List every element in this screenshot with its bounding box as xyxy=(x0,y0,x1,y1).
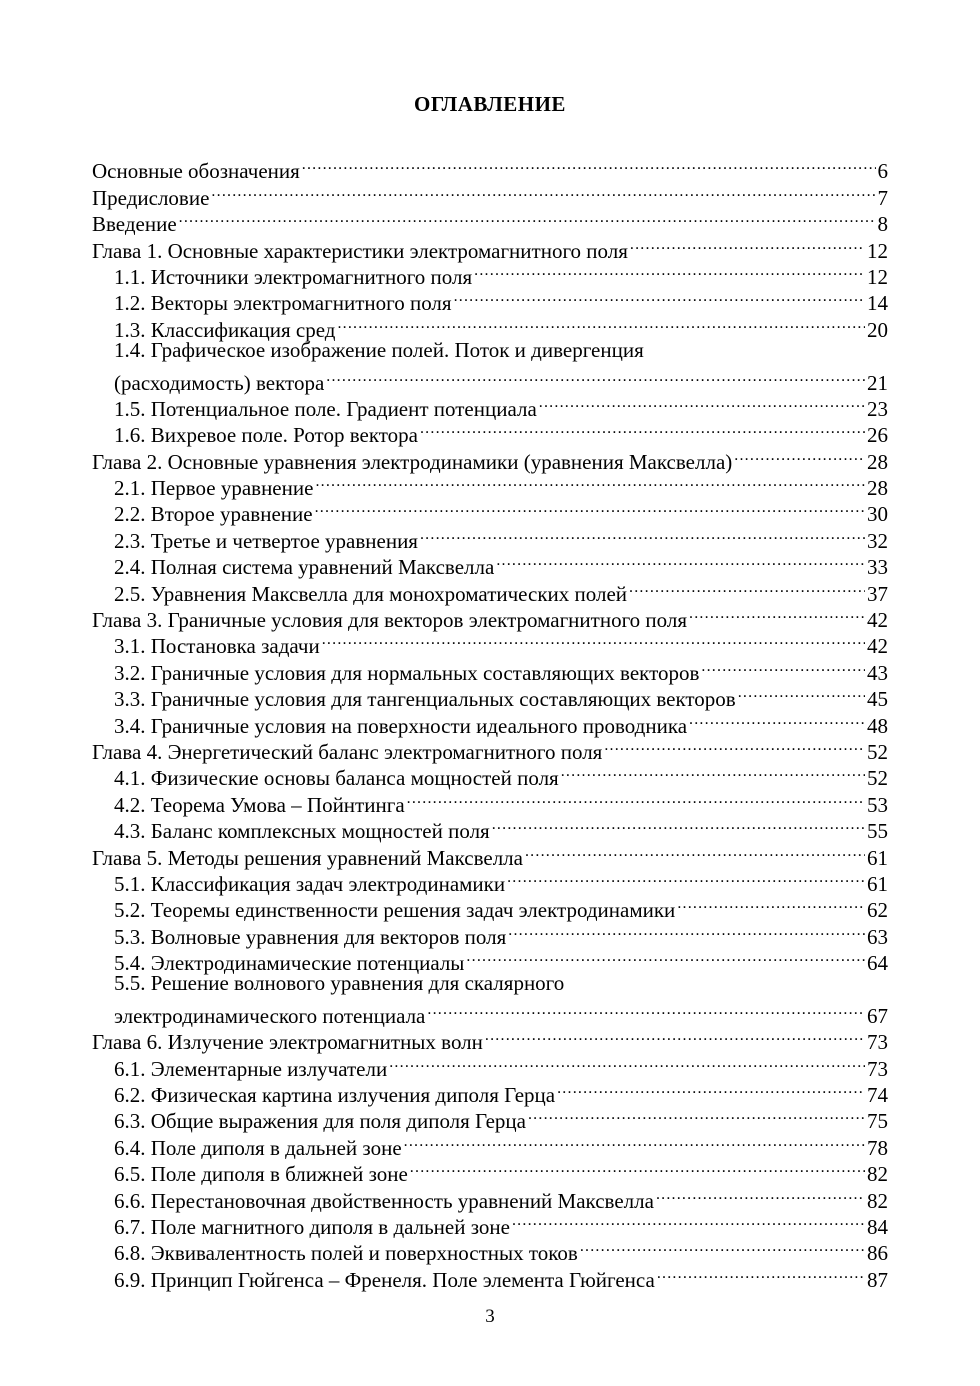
toc-entry-page: 23 xyxy=(867,396,888,421)
dot-leader xyxy=(211,178,875,204)
toc-entry-title: Введение xyxy=(92,212,177,237)
toc-entry-title: 1.2. Векторы электромагнитного поля xyxy=(114,291,452,316)
dot-leader xyxy=(630,231,865,257)
toc-entry-page: 21 xyxy=(867,370,888,395)
toc-entry-title: 5.3. Волновые уравнения для векторов поля xyxy=(114,924,507,949)
toc-chapter-entry[interactable] xyxy=(92,152,888,184)
toc-entry-title: 2.1. Первое уравнение xyxy=(114,476,314,501)
toc-entry-page: 73 xyxy=(867,1056,888,1081)
dot-leader xyxy=(407,785,865,811)
toc-entry-title-line2: (расходимость) вектора xyxy=(114,370,325,395)
page-title: ОГЛАВЛЕНИЕ xyxy=(414,92,566,116)
toc-entry-page: 28 xyxy=(867,449,888,474)
toc-entry-page: 20 xyxy=(867,317,888,342)
dot-leader xyxy=(466,944,865,970)
toc-entry-page: 86 xyxy=(867,1241,888,1266)
toc-entry-page: 48 xyxy=(867,713,888,738)
toc-entry-title: Глава 2. Основные уравнения электродинамики (уравнения Максвелла) xyxy=(92,449,733,474)
dot-leader xyxy=(689,706,865,732)
toc-entry-page: 7 xyxy=(877,185,888,210)
toc-entry-title: Глава 1. Основные характеристики электромагнитного поля xyxy=(92,238,628,263)
toc-entry-title: 3.4. Граничные условия на поверхности идеального проводника xyxy=(114,713,688,738)
toc-entry-page: 52 xyxy=(867,766,888,791)
toc-entry-title: 5.2. Теоремы единственности решения задач электродинамики xyxy=(114,898,676,923)
toc-entry-page: 42 xyxy=(867,634,888,659)
dot-leader xyxy=(604,733,865,759)
dot-leader xyxy=(404,1128,865,1154)
toc-entry-title: 2.4. Полная система уравнений Максвелла xyxy=(114,555,495,580)
toc-entry-page: 74 xyxy=(867,1083,888,1108)
toc-entry-page: 63 xyxy=(867,924,888,949)
toc-entry-title: 6.3. Общие выражения для поля диполя Герца xyxy=(114,1109,526,1134)
toc-entry-page: 55 xyxy=(867,819,888,844)
toc-section-entry[interactable] xyxy=(92,337,888,395)
dot-leader xyxy=(677,891,865,917)
toc-entry-title: 6.6. Перестановочная двойственность уравнений Максвелла xyxy=(114,1188,654,1213)
toc-entry-page: 32 xyxy=(867,528,888,553)
dot-leader xyxy=(512,1208,865,1234)
toc-entry-title: 3.2. Граничные условия для нормальных составляющих векторов xyxy=(114,660,700,685)
dot-leader xyxy=(557,1076,865,1102)
dot-leader xyxy=(179,205,876,231)
dot-leader xyxy=(738,680,865,706)
dot-leader xyxy=(420,416,865,442)
toc-entry-title: 6.1. Элементарные излучатели xyxy=(114,1056,388,1081)
toc-entry-title: 6.4. Поле диполя в дальней зоне xyxy=(114,1135,402,1160)
dot-leader xyxy=(474,258,865,284)
dot-leader xyxy=(326,363,865,389)
toc-entry-page: 61 xyxy=(867,845,888,870)
toc-entry-title: Глава 4. Энергетический баланс электромагнитного поля xyxy=(92,740,603,764)
dot-leader xyxy=(656,1181,865,1207)
dot-leader xyxy=(322,627,865,653)
toc-entry-page: 6 xyxy=(877,159,888,184)
toc-entry-page: 43 xyxy=(867,660,888,685)
toc-entry-title: 4.2. Теорема Умова – Пойнтинга xyxy=(114,792,405,817)
toc-section-entry[interactable] xyxy=(92,970,888,1028)
dot-leader xyxy=(528,1102,865,1128)
dot-leader xyxy=(315,495,865,521)
dot-leader xyxy=(492,812,865,838)
dot-leader xyxy=(580,1234,865,1260)
toc-chapter-entry[interactable] xyxy=(92,205,888,237)
toc-entry-page: 67 xyxy=(867,1003,888,1028)
toc-entry-title: 1.6. Вихревое поле. Ротор вектора xyxy=(114,423,418,448)
toc-entry-title: 6.5. Поле диполя в ближней зоне xyxy=(114,1162,408,1187)
dot-leader xyxy=(389,1049,865,1075)
toc-entry-page: 37 xyxy=(867,581,888,606)
toc-entry-page: 87 xyxy=(867,1267,888,1292)
dot-leader xyxy=(657,1260,865,1286)
dot-leader xyxy=(689,601,865,627)
dot-leader xyxy=(420,521,865,547)
dot-leader xyxy=(302,152,876,178)
toc-entry-title: 3.3. Граничные условия для тангенциальных составляющих векторов xyxy=(114,687,736,712)
toc-entry-title: 1.1. Источники электромагнитного поля xyxy=(114,264,473,289)
dot-leader xyxy=(701,653,865,679)
toc-entry-page: 53 xyxy=(867,792,888,817)
toc-entry-page: 33 xyxy=(867,555,888,580)
toc-entry-page: 64 xyxy=(867,951,888,976)
page-number: 3 xyxy=(485,1306,495,1327)
toc-entry-page: 45 xyxy=(867,687,888,712)
dot-leader xyxy=(496,548,865,574)
dot-leader xyxy=(507,865,865,891)
toc-entry-title: 4.1. Физические основы баланса мощностей поля xyxy=(114,766,559,791)
toc-entry-title: Глава 5. Методы решения уравнений Максвелла xyxy=(92,845,523,870)
toc-entry-title: 2.2. Второе уравнение xyxy=(114,502,313,527)
dot-leader xyxy=(315,469,865,495)
toc-entry-title-line1: 1.4. Графическое изображение полей. Поток и дивергенция xyxy=(114,337,644,362)
dot-leader xyxy=(508,917,865,943)
toc-entry-page: 42 xyxy=(867,608,888,633)
toc-entry-page: 14 xyxy=(867,291,888,316)
dot-leader xyxy=(525,838,865,864)
toc-entry-title-line1: 5.5. Решение волнового уравнения для скалярного xyxy=(114,971,565,996)
toc-entry-title: 4.3. Баланс комплексных мощностей поля xyxy=(114,819,490,844)
toc-entry-page: 8 xyxy=(877,212,888,237)
toc-entry-page: 75 xyxy=(867,1109,888,1134)
toc-entry-page: 12 xyxy=(867,264,888,289)
dot-leader xyxy=(454,284,865,310)
toc-entry-title: 2.3. Третье и четвертое уравнения xyxy=(114,528,418,553)
toc-chapter-entry[interactable] xyxy=(92,231,888,263)
toc-entry-title: 1.3. Классификация сред xyxy=(114,317,336,342)
toc-entry-page: 52 xyxy=(867,740,888,764)
dot-leader xyxy=(629,574,865,600)
toc-entry-title: 1.5. Потенциальное поле. Градиент потенциала xyxy=(114,396,537,421)
toc-entry-page: 26 xyxy=(867,423,888,448)
toc-entry-page: 82 xyxy=(867,1188,888,1213)
toc-entry-page: 82 xyxy=(867,1162,888,1187)
dot-leader xyxy=(427,997,865,1023)
toc-entry-title: 6.9. Принцип Гюйгенса – Френеля. Поле элемента Гюйгенса xyxy=(114,1267,655,1292)
toc-entry-page: 30 xyxy=(867,502,888,527)
dot-leader xyxy=(561,759,865,785)
dot-leader xyxy=(539,390,865,416)
toc-chapter-entry[interactable] xyxy=(92,178,888,210)
toc-entry-page: 62 xyxy=(867,898,888,923)
toc-entry-title: Глава 6. Излучение электромагнитных волн xyxy=(92,1030,483,1055)
toc-entry-page: 84 xyxy=(867,1215,888,1240)
toc-entry-page: 28 xyxy=(867,476,888,501)
dot-leader xyxy=(485,1023,865,1049)
dot-leader xyxy=(337,310,865,336)
toc-entry-title: 5.4. Электродинамические потенциалы xyxy=(114,951,465,976)
toc-entry-title: 6.8. Эквивалентность полей и поверхностных токов xyxy=(114,1241,578,1266)
toc-entry-page: 12 xyxy=(867,238,888,263)
toc-entry-title: Глава 3. Граничные условия для векторов электромагнитного поля xyxy=(92,608,688,633)
table-of-contents xyxy=(92,152,888,1292)
toc-entry-title-line2: электродинамического потенциала xyxy=(114,1003,426,1028)
toc-entry-title: Основные обозначения xyxy=(92,159,300,184)
toc-entry-title: 5.1. Классификация задач электродинамики xyxy=(114,871,506,896)
toc-entry-page: 61 xyxy=(867,871,888,896)
dot-leader xyxy=(410,1155,865,1181)
toc-entry-title: 6.2. Физическая картина излучения диполя Герца xyxy=(114,1083,556,1108)
toc-entry-title: Предисловие xyxy=(92,185,210,210)
toc-entry-page: 73 xyxy=(867,1030,888,1055)
dot-leader xyxy=(734,442,865,468)
toc-entry-page: 78 xyxy=(867,1135,888,1160)
toc-entry-title: 3.1. Постановка задачи xyxy=(114,634,320,659)
toc-entry-title: 2.5. Уравнения Максвелла для монохроматических полей xyxy=(114,581,628,606)
toc-entry-title: 6.7. Поле магнитного диполя в дальней зоне xyxy=(114,1215,510,1240)
